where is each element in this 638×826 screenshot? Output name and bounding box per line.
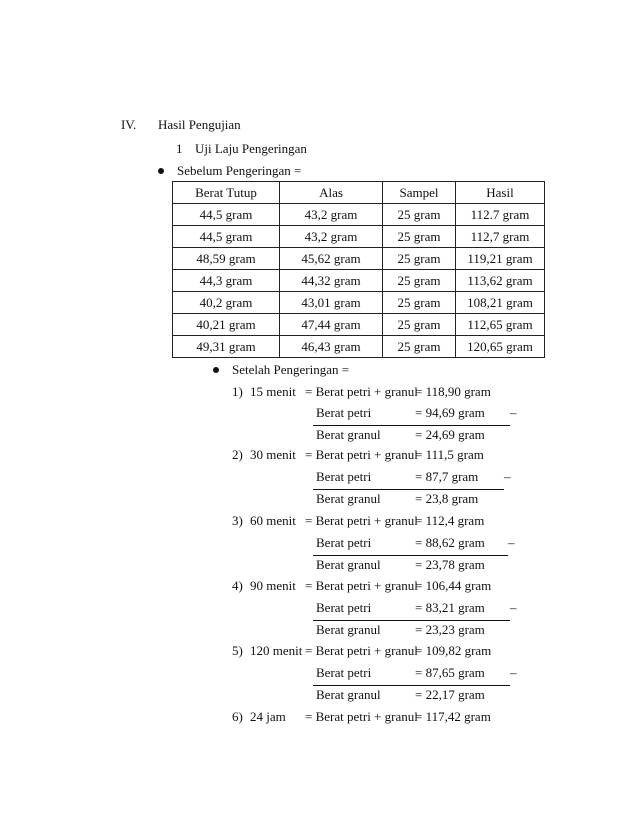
entry-granul-value: = 23,8 gram: [415, 491, 479, 506]
minus-sign: –: [504, 469, 511, 484]
table-cell: 43,2 gram: [280, 204, 383, 226]
entry-granul-value: = 23,23 gram: [415, 622, 485, 637]
after-label: Setelah Pengeringan =: [232, 362, 350, 377]
entry-total-value: = 106,44 gram: [415, 578, 492, 593]
table-cell: 47,44 gram: [280, 314, 383, 336]
entry-granul-label: Berat granul: [316, 622, 381, 637]
table-row: [173, 314, 545, 336]
table-cell: 44,5 gram: [173, 204, 280, 226]
entry-time: 15 menit: [250, 384, 296, 399]
entry-total-label: = Berat petri + granul: [305, 643, 418, 658]
entry-total-label: = Berat petri + granul: [305, 513, 418, 528]
table-cell: 25 gram: [383, 226, 456, 248]
entry-petri-value: = 88,62 gram: [415, 535, 485, 550]
entry-petri-value: = 87,65 gram: [415, 665, 485, 680]
entry-granul-value: = 24,69 gram: [415, 427, 485, 442]
table-cell: 25 gram: [383, 336, 456, 358]
entry-petri-label: Berat petri: [316, 535, 372, 550]
entry-petri-label: Berat petri: [316, 600, 372, 615]
section-title: Hasil Pengujian: [158, 117, 241, 132]
before-label: Sebelum Pengeringan =: [177, 163, 302, 178]
entry-total-value: = 109,82 gram: [415, 643, 492, 658]
entry-petri-value: = 94,69 gram: [415, 405, 485, 420]
entry-time: 120 menit: [250, 643, 303, 658]
entry-total-value: = 111,5 gram: [415, 447, 484, 462]
entry-petri-label: Berat petri: [316, 469, 372, 484]
minus-sign: –: [510, 600, 517, 615]
header-sampel: Sampel: [383, 182, 456, 204]
entry-petri-value: = 83,21 gram: [415, 600, 485, 615]
subtraction-line: [313, 425, 510, 426]
entry-time: 90 menit: [250, 578, 296, 593]
table-row: [173, 336, 545, 358]
table-row: [173, 248, 545, 270]
entry-number: 5): [232, 643, 243, 658]
entry-granul-label: Berat granul: [316, 687, 381, 702]
table-cell: 43,01 gram: [280, 292, 383, 314]
entry-petri-label: Berat petri: [316, 665, 372, 680]
subtraction-line: [313, 620, 510, 621]
subtraction-line: [313, 555, 508, 556]
table-cell: 25 gram: [383, 314, 456, 336]
entry-total-value: = 118,90 gram: [415, 384, 491, 399]
table-cell: 44,5 gram: [173, 226, 280, 248]
table-cell: 119,21 gram: [456, 248, 545, 270]
table-cell: 25 gram: [383, 292, 456, 314]
entry-time: 60 menit: [250, 513, 296, 528]
table-row: [173, 270, 545, 292]
table-cell: 120,65 gram: [456, 336, 545, 358]
header-berat-tutup: Berat Tutup: [173, 182, 280, 204]
table-cell: 40,2 gram: [173, 292, 280, 314]
bullet-icon: [213, 367, 219, 373]
bullet-icon: [158, 168, 164, 174]
header-alas: Alas: [280, 182, 383, 204]
table-cell: 25 gram: [383, 204, 456, 226]
minus-sign: –: [510, 665, 517, 680]
entry-total-label: = Berat petri + granul: [305, 578, 418, 593]
entry-granul-label: Berat granul: [316, 491, 381, 506]
header-hasil: Hasil: [456, 182, 545, 204]
entry-granul-value: = 23,78 gram: [415, 557, 485, 572]
before-drying-table: [172, 181, 545, 358]
table-cell: 112,7 gram: [456, 226, 545, 248]
minus-sign: –: [508, 535, 515, 550]
table-cell: 40,21 gram: [173, 314, 280, 336]
entry-granul-value: = 22,17 gram: [415, 687, 485, 702]
table-cell: 49,31 gram: [173, 336, 280, 358]
table-cell: 25 gram: [383, 248, 456, 270]
entry-total-label: = Berat petri + granul: [305, 384, 418, 399]
entry-petri-label: Berat petri: [316, 405, 372, 420]
entry-time: 24 jam: [250, 709, 286, 724]
table-cell: 112.7 gram: [456, 204, 545, 226]
table-header-row: [173, 182, 545, 204]
subtraction-line: [313, 489, 504, 490]
table-cell: 43,2 gram: [280, 226, 383, 248]
entry-number: 2): [232, 447, 243, 462]
section-numeral: IV.: [121, 117, 137, 132]
entry-total-label: = Berat petri + granul: [305, 709, 418, 724]
entry-time: 30 menit: [250, 447, 296, 462]
entry-number: 3): [232, 513, 243, 528]
entry-total-value: = 112,4 gram: [415, 513, 485, 528]
table-cell: 113,62 gram: [456, 270, 545, 292]
subsection-number: 1: [176, 141, 183, 156]
entry-granul-label: Berat granul: [316, 557, 381, 572]
entry-number: 1): [232, 384, 243, 399]
entry-number: 4): [232, 578, 243, 593]
table-cell: 112,65 gram: [456, 314, 545, 336]
table-cell: 45,62 gram: [280, 248, 383, 270]
table-cell: 44,32 gram: [280, 270, 383, 292]
subtraction-line: [313, 685, 510, 686]
entry-petri-value: = 87,7 gram: [415, 469, 479, 484]
table-cell: 25 gram: [383, 270, 456, 292]
entry-granul-label: Berat granul: [316, 427, 381, 442]
table-cell: 44,3 gram: [173, 270, 280, 292]
table-cell: 48,59 gram: [173, 248, 280, 270]
entry-total-value: = 117,42 gram: [415, 709, 491, 724]
entry-number: 6): [232, 709, 243, 724]
table-cell: 46,43 gram: [280, 336, 383, 358]
minus-sign: –: [510, 405, 517, 420]
table-row: [173, 204, 545, 226]
table-row: [173, 226, 545, 248]
table-cell: 108,21 gram: [456, 292, 545, 314]
table-row: [173, 292, 545, 314]
subsection-title: Uji Laju Pengeringan: [195, 141, 307, 156]
entry-total-label: = Berat petri + granul: [305, 447, 418, 462]
